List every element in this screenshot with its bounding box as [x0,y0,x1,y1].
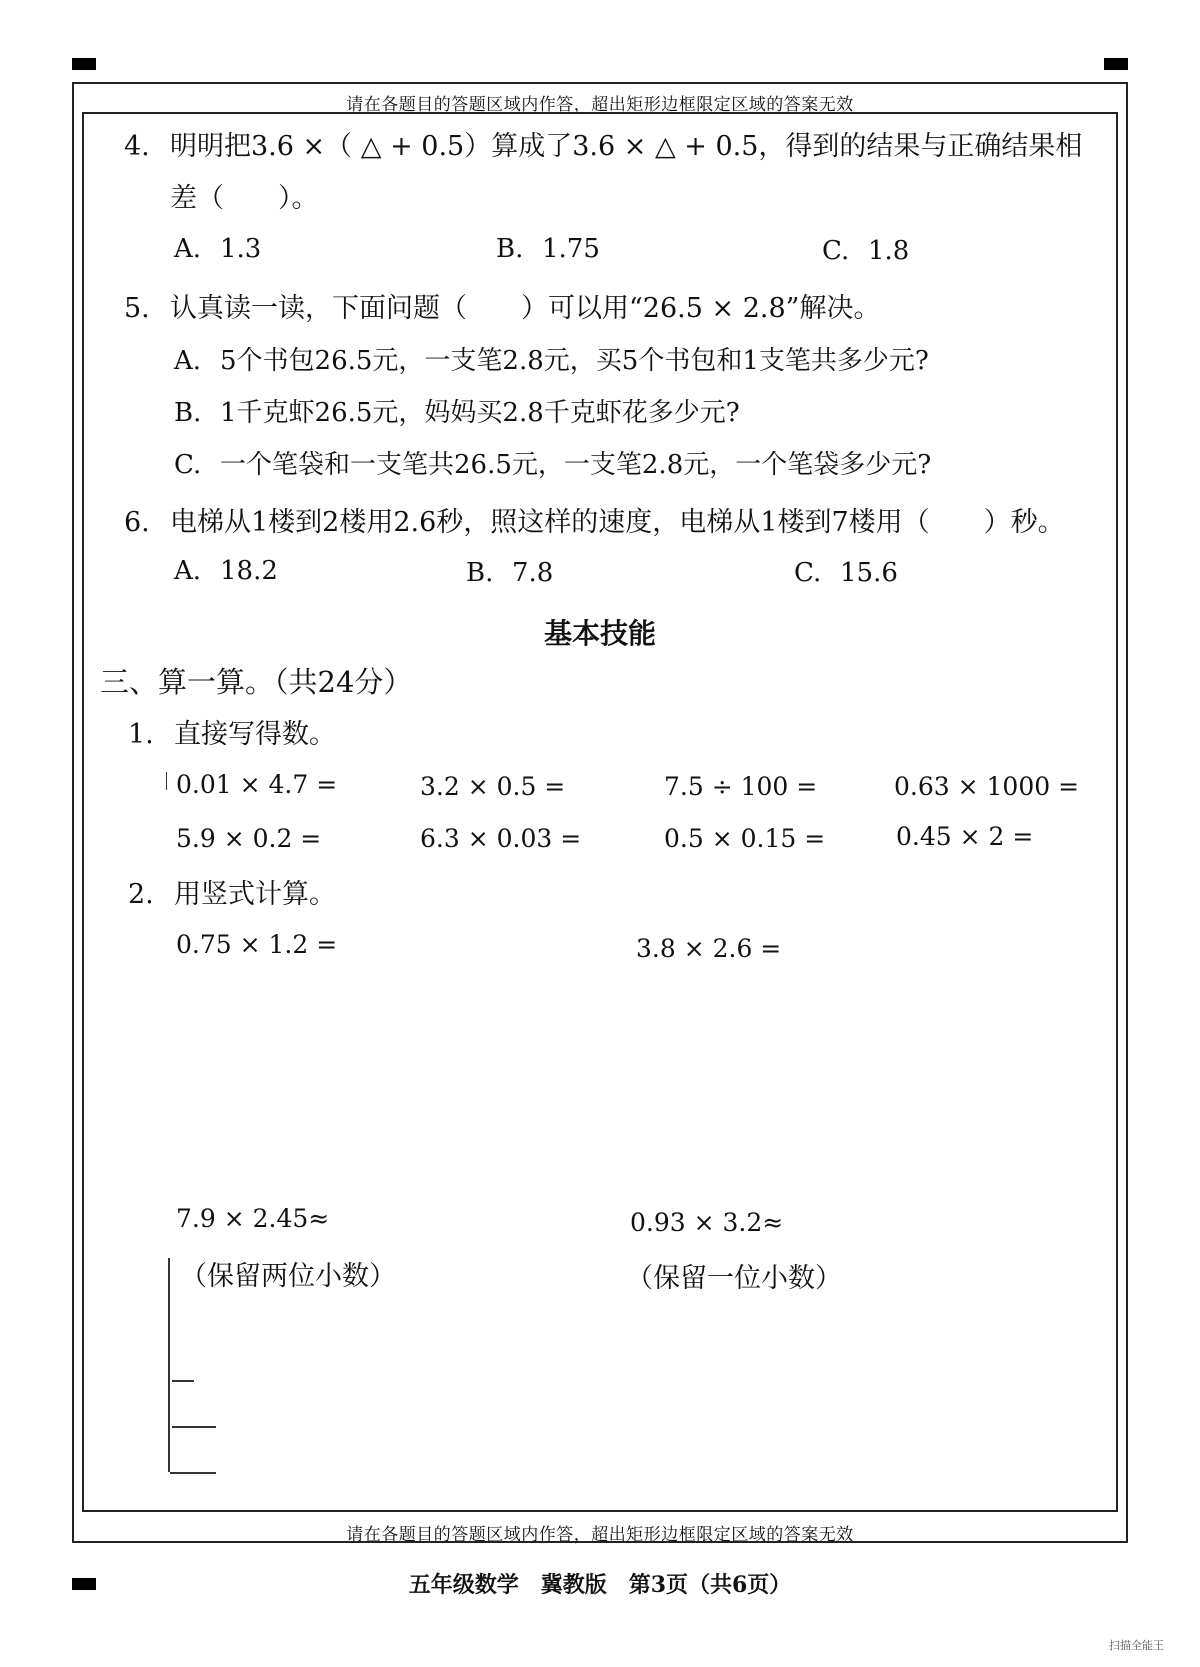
q4-option-a: A. 1.3 [174,234,262,264]
question-number: 5. [124,293,150,324]
question-4 [124,124,1082,163]
pen-mark-dash-3 [170,1472,216,1474]
question-number: 6. [124,507,150,538]
subquestion-2: 2. 用竖式计算。 [128,879,336,910]
direct-calc-5: 5.9 × 0.2 = [176,824,322,853]
direct-calc-2: 3.2 × 0.5 = [420,772,566,801]
rounding-note-1: （保留两位小数） [180,1261,396,1292]
scanner-watermark: 扫描全能王 [1109,1639,1164,1652]
question-5 [124,286,880,325]
q5-option-c: C. 一个笔袋和一支笔共26.5元，一支笔2.8元，一个笔袋多少元? [174,450,932,480]
q4-option-c: C. 1.8 [822,236,910,266]
page-footer: 五年级数学 冀教版 第3页（共6页） [408,1572,792,1598]
pen-mark-dash-2 [172,1426,216,1428]
direct-calc-3: 7.5 ÷ 100 = [664,772,818,801]
direct-calc-1: 0.01 × 4.7 = [176,770,338,799]
section-title: 基本技能 [543,617,656,650]
direct-calc-8: 0.45 × 2 = [896,822,1034,851]
question-4-continued: 差（ ）。 [170,183,319,214]
registration-mark-top-left [72,58,96,70]
question-text: 认真读一读，下面问题（ ）可以用“26.5 × 2.8”解决。 [170,293,881,324]
q6-option-c: C. 15.6 [794,558,898,588]
question-6 [124,500,1065,539]
vertical-calc-4: 0.93 × 3.2≈ [630,1208,784,1237]
bottom-notice: 请在各题目的答题区域内作答，超出矩形边框限定区域的答案无效 [346,1525,854,1545]
q6-option-a: A. 18.2 [174,556,278,586]
question-text: 明明把3.6 ×（ △ + 0.5）算成了3.6 × △ + 0.5，得到的结果与正确结果相 [170,131,1083,162]
pen-mark-tick [166,772,167,790]
q5-option-b: B. 1千克虾26.5元，妈妈买2.8千克虾花多少元? [174,398,740,428]
vertical-calc-2: 3.8 × 2.6 = [636,934,782,963]
part-3-title: 三、算一算。（共24分） [100,665,413,699]
vertical-calc-1: 0.75 × 1.2 = [176,930,338,959]
pen-mark-dash-1 [172,1380,194,1382]
subquestion-1: 1. 直接写得数。 [128,719,336,750]
q4-option-b: B. 1.75 [496,234,600,264]
vertical-calc-3: 7.9 × 2.45≈ [176,1204,330,1233]
top-notice: 请在各题目的答题区域内作答，超出矩形边框限定区域的答案无效 [346,95,854,115]
q6-option-b: B. 7.8 [466,558,554,588]
question-text: 电梯从1楼到2楼用2.6秒，照这样的速度，电梯从1楼到7楼用（ ）秒。 [170,507,1065,538]
pen-mark-vertical [168,1258,170,1472]
direct-calc-6: 6.3 × 0.03 = [420,824,582,853]
rounding-note-2: （保留一位小数） [626,1263,842,1294]
question-number: 4. [124,131,150,162]
registration-mark-top-right [1104,58,1128,70]
direct-calc-4: 0.63 × 1000 = [894,772,1080,801]
q5-option-a: A. 5个书包26.5元，一支笔2.8元，买5个书包和1支笔共多少元? [174,346,929,376]
direct-calc-7: 0.5 × 0.15 = [664,824,826,853]
